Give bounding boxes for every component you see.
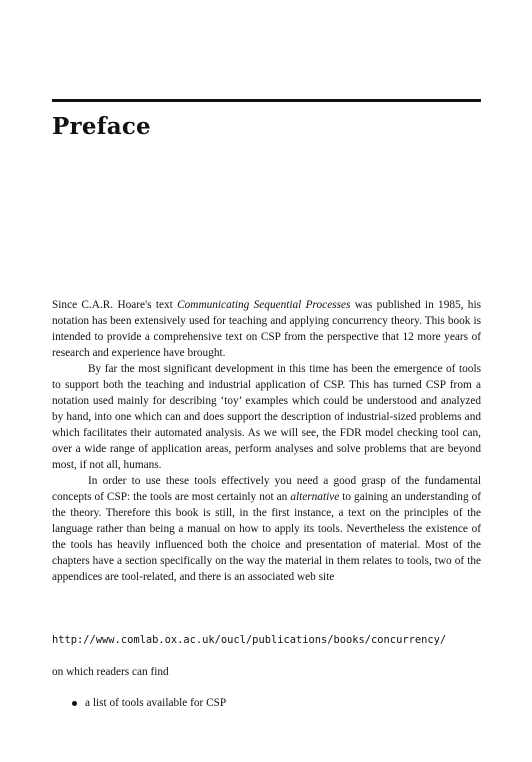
paragraph-3-start: In order to use these tools effectively you need a good grasp of the fundamental concepts of CSP: the tools are most certainly not an — [52, 475, 481, 503]
emphasis-alternative: alternative — [290, 491, 340, 503]
chapter-title: Preface — [52, 113, 151, 140]
list-item-text: a list of tools available for CSP — [85, 697, 227, 709]
paragraph-3 — [52, 473, 481, 585]
paragraph-1 — [52, 297, 481, 361]
paragraph-3-end: to gaining an understanding of the theory. Therefore this book is still, in the first instance, a text on the principles of the language rather than being a manual on how to apply its tools. Nevertheless the existence of the tools has heavily influenced both the choice and presentation of material. Most of the chapters have a section specifically on the way the material in them relates to tools, two of the appendices are tool-related, and there is an associated web site — [52, 491, 482, 583]
paragraph-1-end: was published in 1985, his notation has been extensively used for teaching and applying concurrency theory. This book is intended to provide a comprehensive text on CSP from the perspective that 12 more years of research and experience have brought. — [52, 299, 481, 359]
chapter-rule — [52, 99, 481, 102]
bullet-icon — [72, 701, 77, 706]
paragraph-2: By far the most significant development in this time has been the emergence of tools to support both the teaching and industrial application of CSP. This has turned CSP from a notation used mainly for describing ‘toy’ examples which could be understood and analyzed by hand, into one which can and does support the description of industrial-sized problems and which facilitates their automated analysis. As we will see, the FDR model checking tool can, over a wide range of application areas, perform analyses and solve problems that are beyond most, if not all, humans. — [52, 363, 481, 471]
body-text — [52, 297, 481, 585]
paragraph-1-start: Since C.A.R. Hoare's text — [52, 299, 178, 311]
readers-find-line: on which readers can find — [52, 666, 169, 678]
book-title: Communicating Sequential Processes — [177, 299, 351, 311]
list-item — [72, 695, 226, 711]
feature-list — [72, 695, 226, 711]
web-site-url: http://www.comlab.ox.ac.uk/oucl/publications/books/concurrency/ — [52, 634, 447, 646]
